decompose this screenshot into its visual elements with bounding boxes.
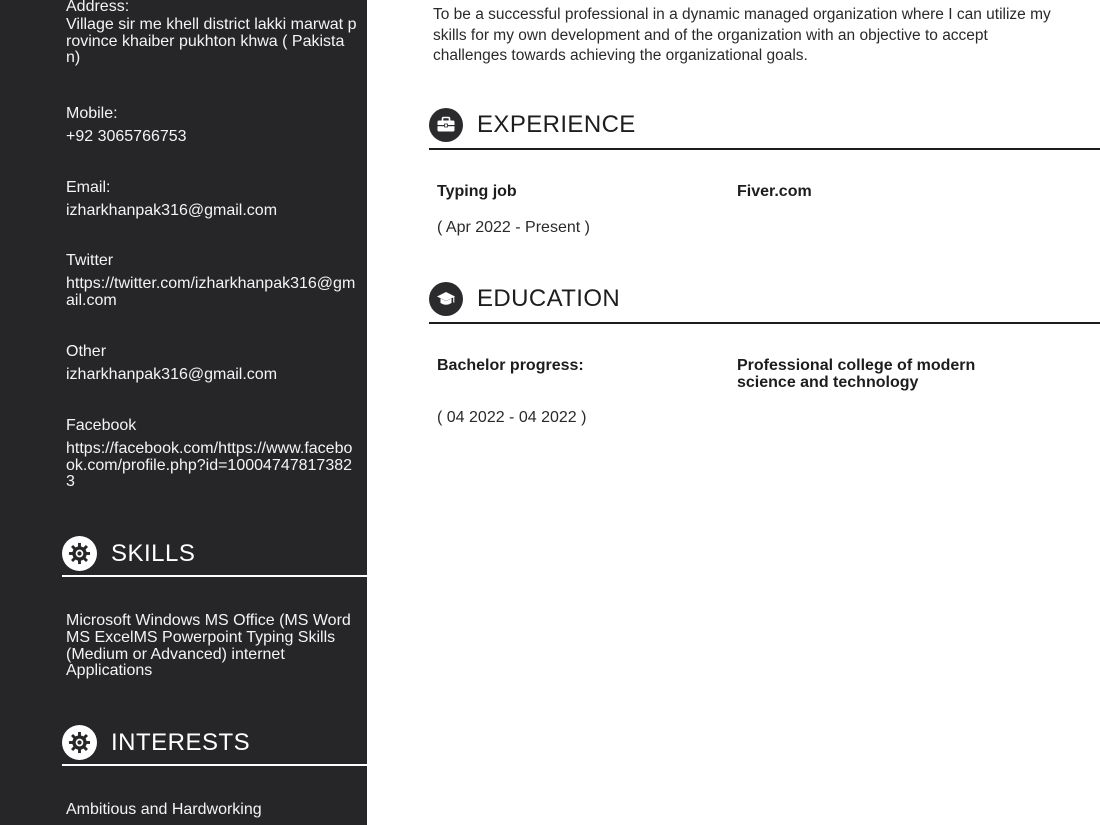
briefcase-icon xyxy=(429,108,463,142)
address-label: Address: xyxy=(66,0,130,15)
contact-mobile xyxy=(66,105,358,146)
contact-other xyxy=(66,343,358,384)
other-label: Other xyxy=(66,343,107,360)
twitter-value: https://twitter.com/izharkhanpak316@gmail.com xyxy=(66,275,356,309)
skills-heading xyxy=(62,536,367,566)
career-objective: To be a successful professional in a dynamic managed organization where I can utilize my skills for my own development and of the organization with an objective to accept challenges towards achieving the organizational goals. xyxy=(433,6,1051,64)
education-heading-text: EDUCATION xyxy=(477,285,621,312)
mobile-label: Mobile: xyxy=(66,105,118,122)
main-content xyxy=(367,0,1100,825)
experience-entry-organization: Fiver.com xyxy=(737,183,812,200)
experience-heading xyxy=(429,108,1100,152)
contact-email xyxy=(66,179,358,220)
education-entry-organization: Professional college of modern science and technology xyxy=(737,357,976,391)
education-entry-title: Bachelor progress: xyxy=(437,357,584,374)
experience-entry-title: Typing job xyxy=(437,183,517,200)
contact-address xyxy=(66,0,358,67)
facebook-label: Facebook xyxy=(66,417,137,434)
twitter-label: Twitter xyxy=(66,252,114,269)
gear-icon xyxy=(62,725,97,760)
other-value: izharkhanpak316@gmail.com xyxy=(66,366,278,383)
interests-heading xyxy=(62,725,367,755)
education-heading xyxy=(429,282,1100,326)
skills-text: Microsoft Windows MS Office (MS Word MS ExcelMS Powerpoint Typing Skills (Medium or Advanced) internet Applications xyxy=(66,612,351,680)
sidebar xyxy=(0,0,367,825)
graduation-cap-icon xyxy=(429,282,463,316)
email-label: Email: xyxy=(66,179,111,196)
gear-icon xyxy=(62,536,97,571)
facebook-value: https://facebook.com/https://www.facebook.com/profile.php?id=100047478173823 xyxy=(66,440,353,490)
education-entry-dates: ( 04 2022 - 04 2022 ) xyxy=(437,409,587,426)
experience-heading-text: EXPERIENCE xyxy=(477,111,636,138)
skills-heading-text: SKILLS xyxy=(111,540,196,567)
interests-text: Ambitious and Hardworking xyxy=(66,801,262,818)
interests-divider xyxy=(62,764,367,766)
contact-facebook xyxy=(66,417,358,491)
interests-heading-text: INTERESTS xyxy=(111,729,251,756)
skills-divider xyxy=(62,575,367,577)
mobile-value: +92 3065766753 xyxy=(66,128,187,145)
contact-twitter xyxy=(66,252,358,309)
address-value: Village sir me khell district lakki marwat province khaiber pukhton khwa ( Pakistan) xyxy=(66,16,357,66)
email-value: izharkhanpak316@gmail.com xyxy=(66,202,278,219)
experience-divider xyxy=(429,148,1100,150)
education-divider xyxy=(429,322,1100,324)
experience-entry-dates: ( Apr 2022 - Present ) xyxy=(437,219,590,236)
